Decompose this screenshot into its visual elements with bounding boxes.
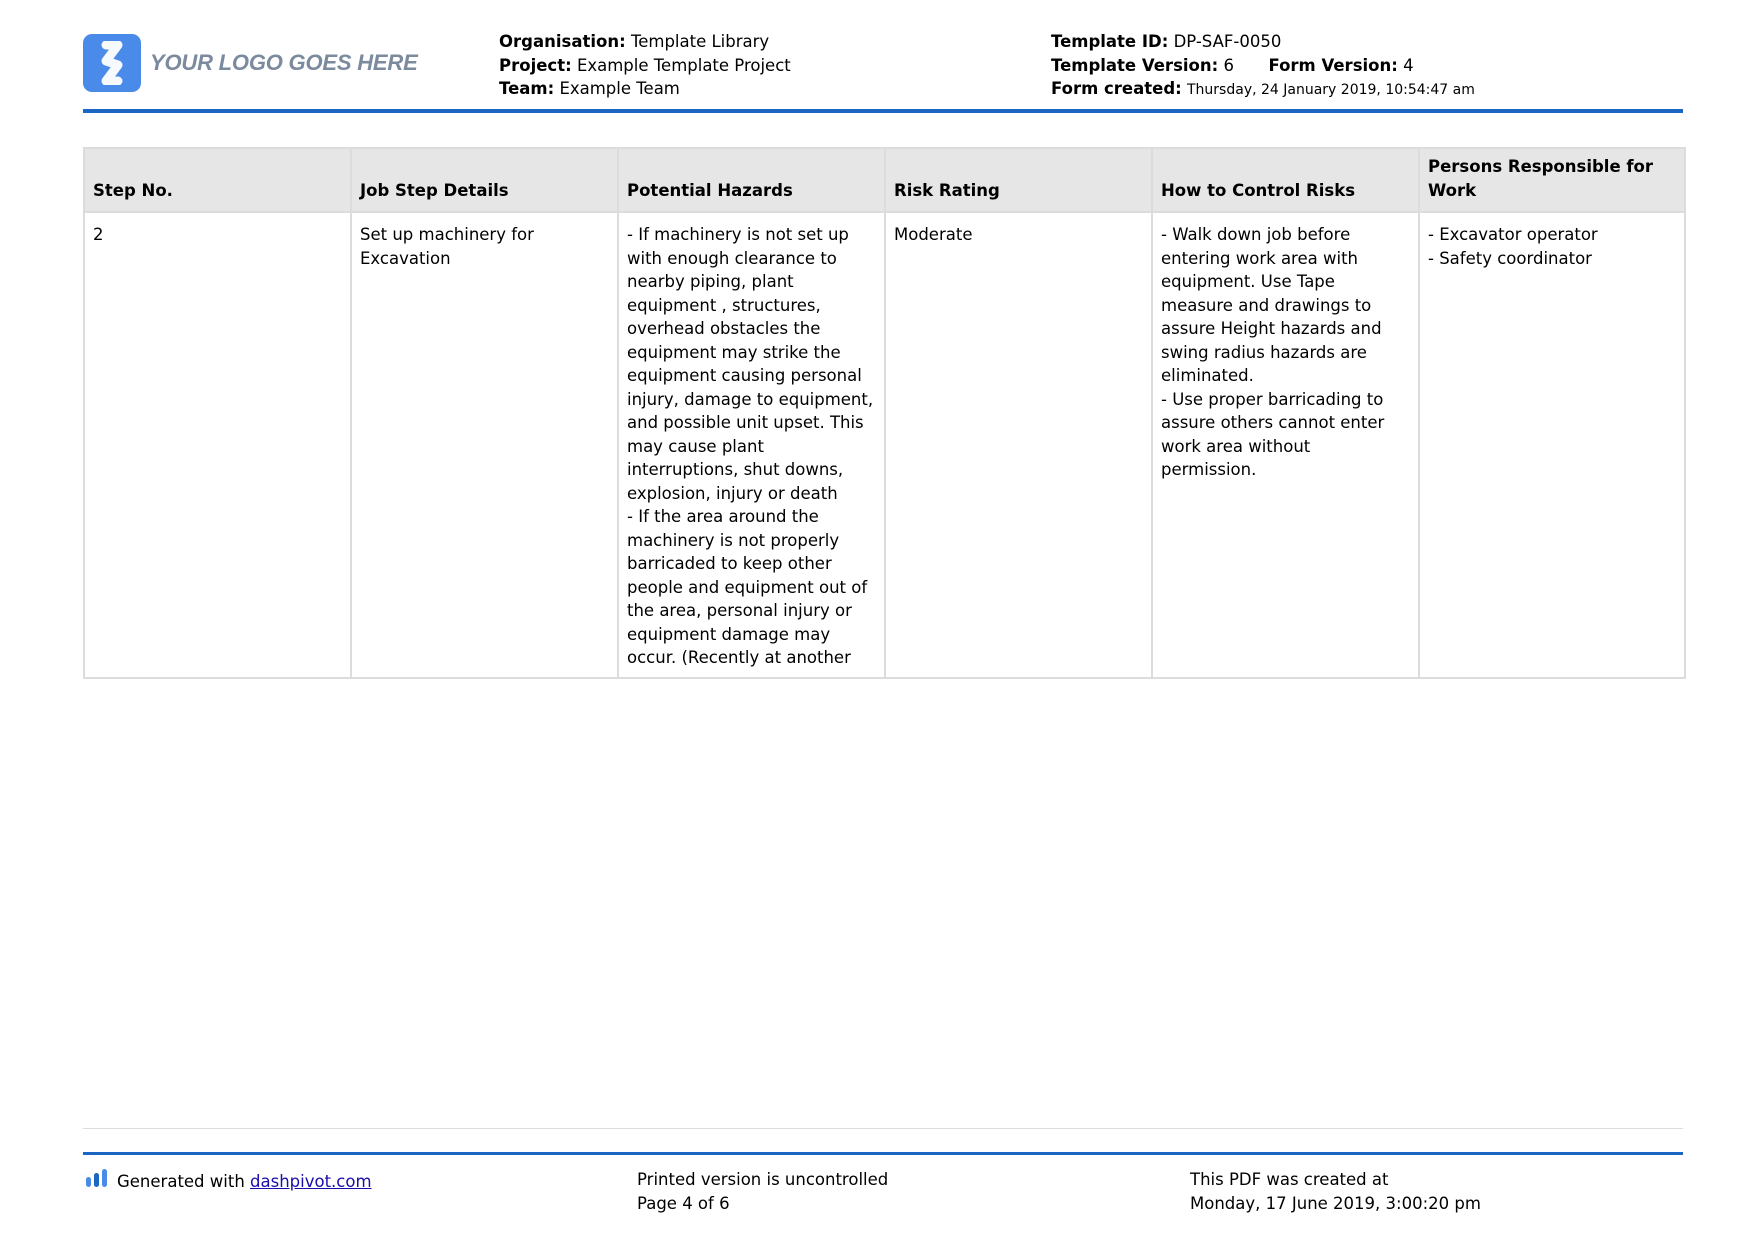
- risk-rating-cell: Moderate: [885, 212, 1152, 678]
- team-label: Team:: [499, 79, 555, 98]
- column-header-risk-rating: Risk Rating: [885, 148, 1152, 212]
- header-org-info: [499, 30, 791, 101]
- hazards-text: [627, 223, 876, 671]
- form-version-label: Form Version:: [1268, 55, 1398, 75]
- logo-text: YOUR LOGO GOES HERE: [150, 50, 418, 75]
- footer-light-divider: [83, 1128, 1683, 1129]
- footer-created-info: [1190, 1168, 1481, 1215]
- table-row: [84, 212, 1685, 678]
- project-line: [499, 54, 791, 78]
- table-header-row: [84, 148, 1685, 212]
- job-safety-table: [83, 147, 1686, 679]
- template-id-label: Template ID:: [1051, 32, 1169, 51]
- uncontrolled-notice: Printed version is uncontrolled: [637, 1170, 889, 1189]
- hazard-item: - If the area around the machinery is not properly barricaded to keep other people and equipment out of the area, personal injury or equipment damage may occur. (Recently at another: [627, 507, 868, 667]
- persons-responsible-cell: [1419, 212, 1685, 678]
- form-version-value: 4: [1403, 55, 1414, 75]
- footer-generated: [85, 1168, 372, 1195]
- column-header-job-step-details: Job Step Details: [351, 148, 618, 212]
- organisation-value: Template Library: [630, 32, 770, 51]
- company-logo: [83, 34, 418, 92]
- template-id-value: DP-SAF-0050: [1173, 32, 1282, 51]
- dashpivot-bars-icon: [85, 1168, 109, 1195]
- form-created-label: Form created:: [1051, 79, 1182, 98]
- column-header-step-no: Step No.: [84, 148, 351, 212]
- pdf-created-label: This PDF was created at: [1190, 1170, 1389, 1189]
- header-divider: [83, 109, 1683, 113]
- page-number: Page 4 of 6: [637, 1193, 730, 1213]
- dashpivot-link[interactable]: dashpivot.com: [250, 1171, 372, 1191]
- organisation-line: [499, 30, 791, 54]
- hazard-item: - If machinery is not set up with enough clearance to nearby piping, plant equipment , structures, overhead obstacles the equipment may strike the equipment causing personal injury, damage to equipment, and possible unit upset. This may cause plant interruptions, shut downs, explosion, injury or death: [627, 225, 874, 503]
- organisation-label: Organisation:: [499, 32, 626, 51]
- control-item: - Walk down job before entering work area with equipment. Use Tape measure and drawings to assure Height hazards and swing radius hazards are eliminated.: [1161, 225, 1382, 385]
- job-step-details-cell: Set up machinery for Excavation: [351, 212, 618, 678]
- logo-mark-icon: [83, 34, 141, 92]
- team-line: [499, 77, 791, 101]
- footer-print-info: [637, 1168, 888, 1215]
- template-id-line: [1051, 30, 1475, 54]
- template-version-value: 6: [1223, 55, 1234, 75]
- step-no-cell: 2: [84, 212, 351, 678]
- form-created-value: Thursday, 24 January 2019, 10:54:47 am: [1187, 82, 1475, 98]
- pdf-created-date: Monday, 17 June 2019, 3:00:20 pm: [1190, 1193, 1481, 1213]
- footer-divider: [83, 1152, 1683, 1155]
- person-item: - Safety coordinator: [1428, 248, 1592, 268]
- column-header-potential-hazards: Potential Hazards: [618, 148, 885, 212]
- potential-hazards-cell: [618, 212, 885, 678]
- template-version-label: Template Version:: [1051, 55, 1219, 75]
- column-header-control-risks: How to Control Risks: [1152, 148, 1419, 212]
- control-item: - Use proper barricading to assure others cannot enter work area without permission.: [1161, 389, 1385, 479]
- team-value: Example Team: [559, 79, 680, 98]
- project-label: Project:: [499, 55, 572, 75]
- document-header: [83, 30, 1683, 110]
- header-template-info: [1051, 30, 1475, 103]
- column-header-persons-responsible: Persons Responsible for Work: [1419, 148, 1685, 212]
- version-line: [1051, 54, 1475, 78]
- project-value: Example Template Project: [576, 55, 791, 75]
- person-item: - Excavator operator: [1428, 225, 1598, 244]
- form-created-line: [1051, 77, 1475, 103]
- generated-prefix: Generated with: [117, 1171, 251, 1191]
- control-risks-cell: [1152, 212, 1419, 678]
